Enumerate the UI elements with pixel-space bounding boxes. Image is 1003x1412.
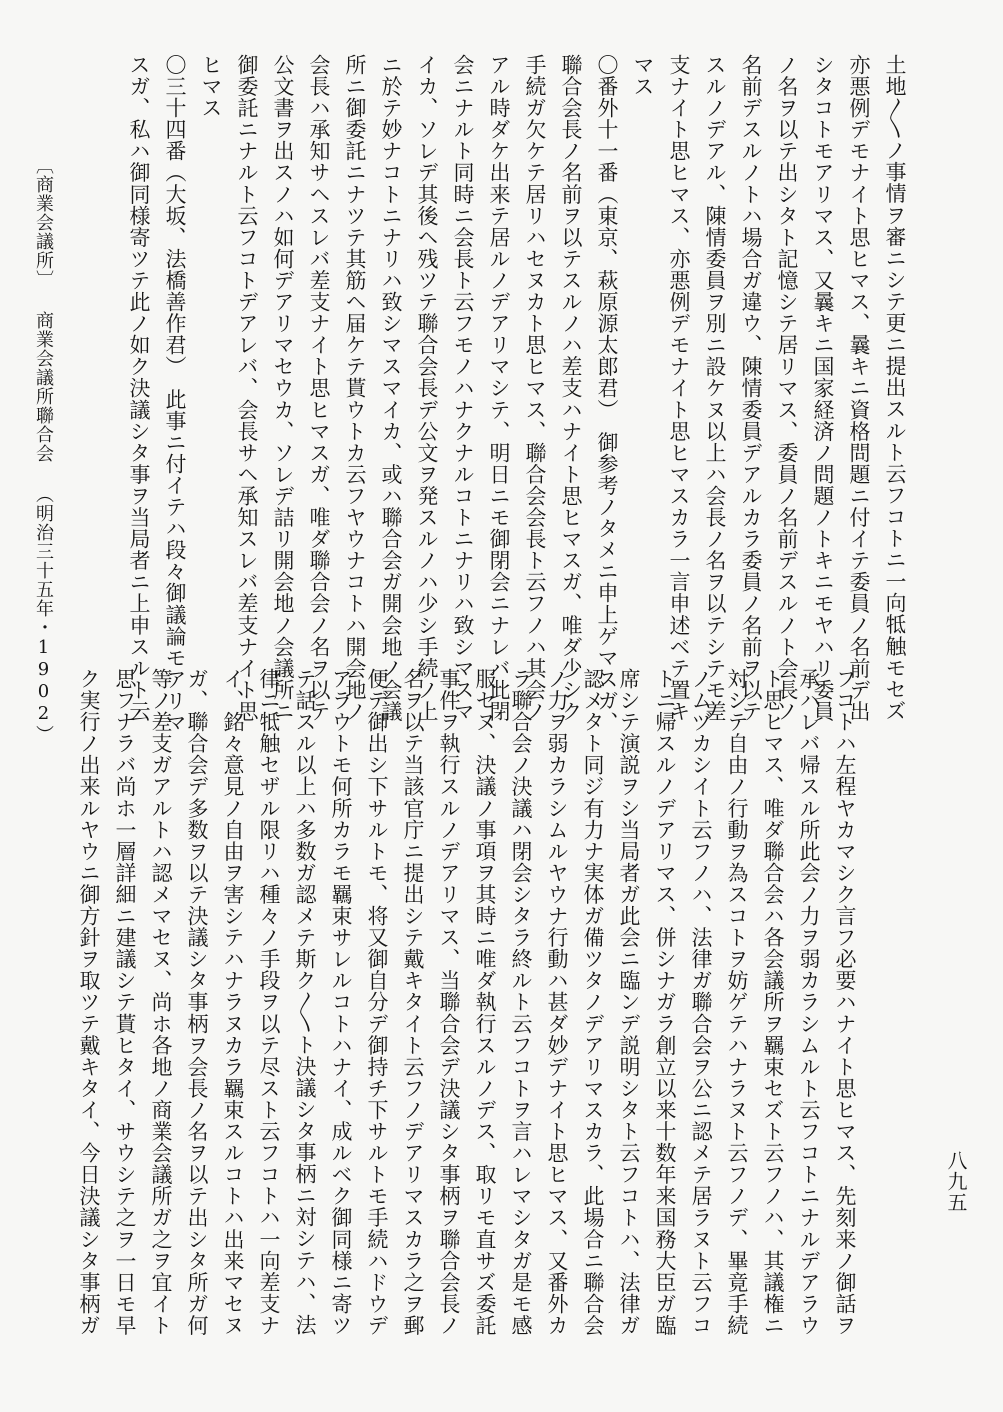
text-column: イカ、ソレデ其後ヘ残ツテ聯合会長デ公文ヲ発スルノハ少シ手続ノ上 xyxy=(415,54,439,723)
text-column: 〇三十四番（大坂、法橋善作君） 此事ニ付イテハ段々御議論モアリマ xyxy=(163,54,187,734)
text-column: ヒマス xyxy=(199,54,223,119)
text-column: スルノデアル、陳情委員ヲ別ニ設ケヌ以上ハ会長ノ名ヲ以テシテモ差 xyxy=(703,54,727,723)
text-column: 聯合会長ノ名前ヲ以テスルノハ差支ハナイト思ヒマスガ、唯ダ少シク xyxy=(559,54,583,723)
text-column: 手続ガ欠ケテ居リハセヌカト思ヒマス、聯合会会長ト云フノハ其会ノ xyxy=(523,54,547,723)
text-column: テ話スル以上ハ多数ガ認メテ斯ク〳〵ト決議シタ事柄ニ対シテハ、法 xyxy=(293,668,317,1336)
text-column: ノ名ヲ以テ出シタト記憶シテ居リマス、委員ノ名前デスルノト会長ノ xyxy=(775,54,799,723)
text-column: ニ於テ妙ナコトニナリハ致シマスマイカ、或ハ聯合会ガ開会地ノ会議 xyxy=(379,54,403,723)
text-column: 土地〳〵ノ事情ヲ審ニシテ更ニ提出スルト云フコトニ一向牴触モセズ xyxy=(883,54,907,722)
text-column: スガ、私ハ御同様寄ツテ此ノ如ク決議シタ事ヲ当局者ニ上申スルト云 xyxy=(127,54,151,723)
running-head-section: 〔商業会議所〕 xyxy=(33,156,54,289)
running-head-title: 商業会議所聯合会 xyxy=(33,311,54,463)
text-column: 亦悪例デモナイト思ヒマス、曩キニ資格問題ニ付イテ委員ノ名前デ出 xyxy=(847,54,871,723)
text-column: 名ヲ以テ当該官庁ニ提出シテ戴キタイト云フノデアリマスカラ之ヲ郵 xyxy=(401,668,425,1337)
upper-text-block xyxy=(93,54,913,734)
text-column: 服セヌ、決議ノ事項ヲ其時ニ唯ダ執行スルノデス、取リモ直サズ委託 xyxy=(473,668,497,1337)
text-column: 公文書ヲ出スノハ如何デアリマセウカ、ソレデ詰リ開会地ノ会議所ニ xyxy=(271,54,295,723)
text-column: アラウトモ何所カラモ羈束サレルコトハナイ、成ルベク御同様ニ寄ツ xyxy=(329,668,353,1337)
text-column: 事件ヲ執行スルノデアリマス、当聯合会デ決議シタ事柄ヲ聯合会長ノ xyxy=(437,668,461,1337)
running-head-year: （明治三十五年・1902） xyxy=(33,485,54,744)
text-column: 会長ハ承知サヘスレバ差支ナイト思ヒマスガ、唯ダ聯合会ノ名ヲ以テ xyxy=(307,54,331,723)
text-column: シタコトモアリマス、又曩キニ国家経済ノ問題ノトキニモヤハリ委員 xyxy=(811,54,835,723)
page-number: 八九五 xyxy=(944,1150,968,1213)
text-column: 〇番外十一番（東京、萩原源太郎君） 御参考ノタメニ申上ゲマスガ、 xyxy=(595,54,619,734)
running-head xyxy=(30,156,56,744)
text-column: 等ノ差支ガアルトハ認メマセヌ、尚ホ各地ノ商業会議所ガ之ヲ宜イト xyxy=(149,668,173,1337)
text-column: 対シテ自由ノ行動ヲ為スコトヲ妨ゲテハナラヌト云フノデ、畢竟手続 xyxy=(725,668,749,1337)
text-column: 御委託ニナルト云フコトデアレバ、会長サヘ承知スレバ差支ナイト思 xyxy=(235,54,259,723)
text-column: 会ニナルト同時ニ会長ト云フモノハナクナルコトニナリハ致シマスマ xyxy=(451,54,475,723)
lower-text-block xyxy=(77,668,863,1337)
text-column: ト思ヒマス、唯ダ聯合会ハ各会議所ヲ羈束セズト云フノハ、其議権ニ xyxy=(761,668,785,1337)
text-column: アル時ダケ出来テ居ルノデアリマシテ、明日ニモ御閉会ニナレバ此閉 xyxy=(487,54,511,723)
text-column: 席シテ演説ヲシ当局者ガ此会ニ臨ンデ説明シタト云フコトハ、法律ガ xyxy=(617,668,641,1337)
text-column: ク実行ノ出来ルヤウニ御方針ヲ取ツテ戴キタイ、今日決議シタ事柄ガ xyxy=(77,668,101,1337)
text-column: 律ニ牴触セザル限リハ種々ノ手段ヲ以テ尽スト云フコトハ一向差支ナ xyxy=(257,668,281,1337)
text-column: 名前デスルノトハ場合ガ違ウ、陳情委員デアルカラ委員ノ名前ヲ以テ xyxy=(739,54,763,723)
text-column: ノムヅカシイト云フノハ、法律ガ聯合会ヲ公ニ認メテ居ラヌト云フコ xyxy=(689,668,713,1337)
text-column: ラ聯合会ノ決議ハ閉会シタラ終ルト云フコトヲ言ハレマシタガ是モ感 xyxy=(509,668,533,1337)
text-column: 承ハレバ帰スル所此会ノ力ヲ弱カラシムルト云フコトニナルデアラウ xyxy=(797,668,821,1337)
text-column: 支ナイト思ヒマス、亦悪例デモナイト思ヒマスカラ一言申述ベテ置キ xyxy=(667,54,691,723)
text-column: マス xyxy=(631,54,655,98)
text-column: イ、銘々意見ノ自由ヲ害シテハナラヌカラ羈束スルコトハ出来マセヌ xyxy=(221,668,245,1337)
text-column: フコトハ左程ヤカマシク言フ必要ハナイト思ヒマス、先刻来ノ御話ヲ xyxy=(833,668,857,1337)
text-column: 所ニ御委託ニナツテ其筋ヘ届ケテ貰ウトカ云フヤウナコトハ開会地ノ xyxy=(343,54,367,723)
text-column: 思フナラバ尚ホ一層詳細ニ建議シテ貰ヒタイ、サウシテ之ヲ一日モ早 xyxy=(113,668,137,1337)
text-column: 認メタト同ジ有力ナ実体ガ備ツタノデアリマスカラ、此場合ニ聯合会 xyxy=(581,668,605,1337)
text-column: ガ、聯合会デ多数ヲ以テ決議シタ事柄ヲ会長ノ名ヲ以テ出シタ所ガ何 xyxy=(185,668,209,1337)
text-column: ノ力ヲ弱カラシムルヤウナ行動ハ甚ダ妙デナイト思ヒマス、又番外カ xyxy=(545,668,569,1337)
text-column: トニ帰スルノデアリマス、併シナガラ創立以来十数年来国務大臣ガ臨 xyxy=(653,668,677,1337)
text-column: 便デ御出シ下サルトモ、将又御自分デ御持チ下サルトモ手続ハドウデ xyxy=(365,668,389,1337)
